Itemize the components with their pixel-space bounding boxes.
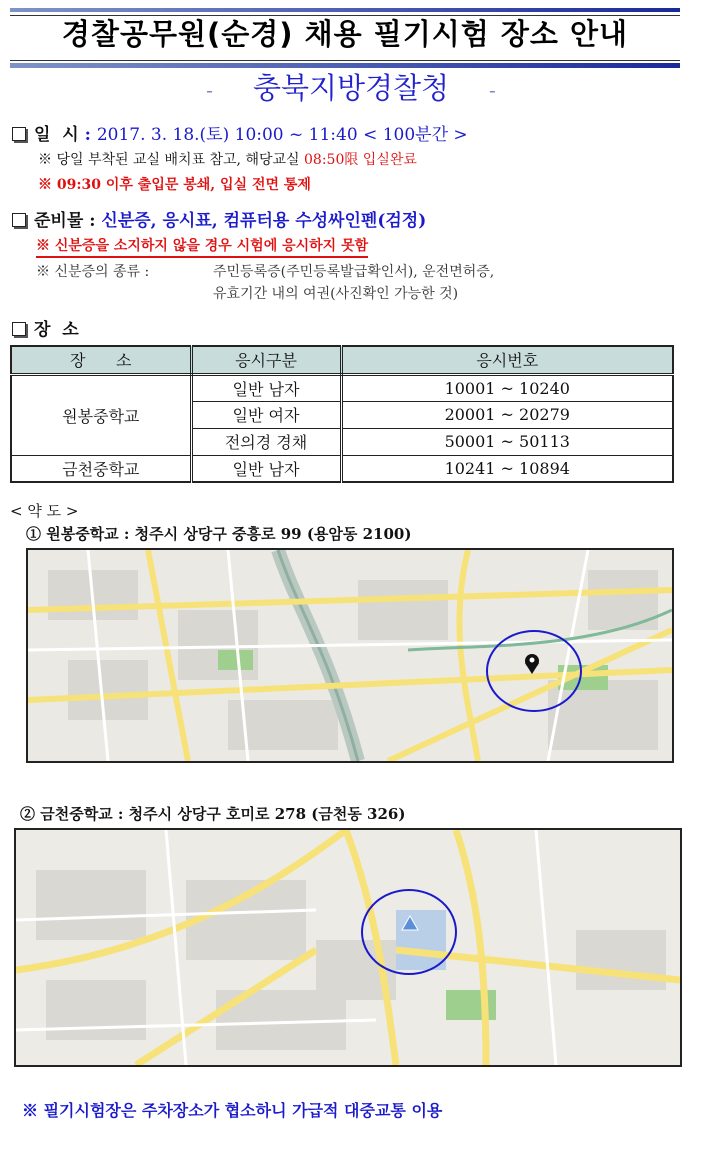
checkbox-bullet-icon bbox=[12, 213, 26, 227]
schedule-section bbox=[12, 120, 468, 145]
table-header-row bbox=[11, 346, 673, 374]
entry-deadline: 08:50限 입실완료 bbox=[304, 152, 417, 168]
id-types-line-2: 유효기간 내의 여권(사진확인 가능한 것) bbox=[213, 286, 459, 302]
header-venue: 장 소 bbox=[11, 346, 191, 374]
map-wonbong-school bbox=[26, 548, 674, 763]
map2-title: ② 금천중학교 : 청주시 상당구 호미로 278 (금천동 326) bbox=[20, 805, 406, 823]
parking-notice: ※ 필기시험장은 주차장소가 협소하니 가급적 대중교통 이용 bbox=[22, 1101, 443, 1120]
supplies-label: 준비물 bbox=[34, 211, 84, 231]
schedule-label: 일 시 bbox=[34, 125, 79, 145]
checkbox-bullet-icon bbox=[12, 322, 26, 336]
school-cell: 금천중학교 bbox=[11, 455, 191, 482]
map1-title: ① 원봉중학교 : 청주시 상당구 중흥로 99 (용암동 2100) bbox=[26, 525, 412, 543]
note-text: ※ 당일 부착된 교실 배치표 참고, 해당교실 bbox=[38, 152, 304, 168]
id-types-label: ※ 신분증의 종류 : bbox=[36, 264, 150, 280]
category-cell: 일반 여자 bbox=[191, 401, 341, 428]
maps-heading: < 약 도 > bbox=[10, 502, 79, 520]
header-category: 응시구분 bbox=[191, 346, 341, 374]
header-number: 응시번호 bbox=[341, 346, 673, 374]
page-title: 경찰공무원(순경) 채용 필기시험 장소 안내 bbox=[61, 17, 629, 51]
category-cell: 전의경 경채 bbox=[191, 428, 341, 455]
venue-section bbox=[12, 315, 79, 340]
venue-label: 장 소 bbox=[34, 320, 79, 340]
organization-subtitle bbox=[0, 66, 702, 107]
map-image bbox=[16, 830, 680, 1065]
id-warning: ※ 신분증을 소지하지 않을 경우 시험에 응시하지 못함 bbox=[36, 235, 368, 258]
dash-left: - bbox=[206, 78, 213, 102]
colon: : bbox=[89, 211, 96, 231]
category-cell: 일반 남자 bbox=[191, 374, 341, 401]
range-cell: 50001 ~ 50113 bbox=[341, 428, 673, 455]
organization-name: 충북지방경찰청 bbox=[252, 71, 450, 105]
supplies-value: 신분증, 응시표, 컴퓨터용 수성싸인펜(검정) bbox=[101, 211, 427, 231]
map-geumcheon-school bbox=[14, 828, 682, 1067]
schedule-note-2: ※ 09:30 이후 출입문 봉쇄, 입실 전면 통제 bbox=[38, 177, 311, 193]
category-cell: 일반 남자 bbox=[191, 455, 341, 482]
table-row bbox=[11, 455, 673, 482]
colon: : bbox=[84, 125, 91, 145]
checkbox-bullet-icon bbox=[12, 127, 26, 141]
supplies-section bbox=[12, 206, 426, 231]
range-cell: 10001 ~ 10240 bbox=[341, 374, 673, 401]
venue-table bbox=[10, 345, 674, 483]
schedule-note-1 bbox=[38, 149, 417, 169]
table-row bbox=[11, 374, 673, 401]
id-types-line-1: 주민등록증(주민등록발급확인서), 운전면허증, bbox=[213, 264, 495, 280]
schedule-value: 2017. 3. 18.(토) 10:00 ~ 11:40 < 100분간 > bbox=[96, 125, 468, 145]
school-cell: 원봉중학교 bbox=[11, 374, 191, 455]
title-rule-bottom-thin bbox=[10, 60, 680, 61]
map-image bbox=[28, 550, 672, 761]
range-cell: 20001 ~ 20279 bbox=[341, 401, 673, 428]
dash-right: - bbox=[489, 78, 496, 102]
range-cell: 10241 ~ 10894 bbox=[341, 455, 673, 482]
